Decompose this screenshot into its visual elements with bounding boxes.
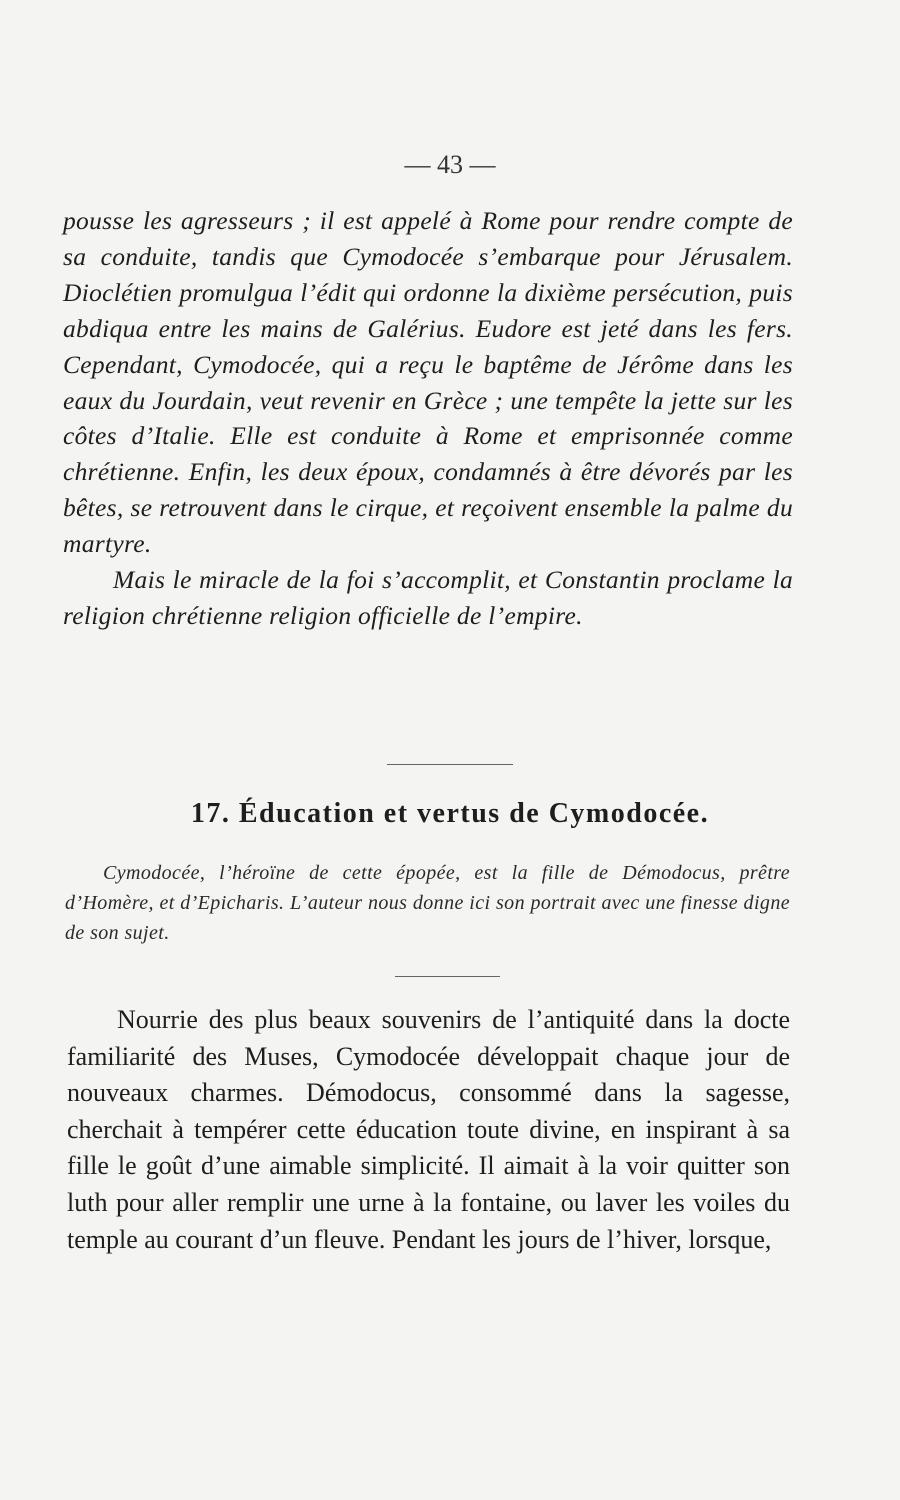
section-divider-top bbox=[387, 764, 513, 765]
summary-text bbox=[63, 203, 793, 634]
body-paragraph: Nourrie des plus beaux souvenirs de l’antiquité dans la docte familiarité des Muses, Cymodocée développait chaque jour de nouveaux charmes. Démodocus, consommé dans la sagesse, cherchait à tempérer cette éducation toute divine, en inspirant à sa fille le goût d’une aimable simplicité. Il aimait à la voir quitter son luth pour aller remplir une urne à la fontaine, ou laver les voiles du temple au courant d’un fleuve. Pendant les jours de l’hiver, lorsque, bbox=[67, 1005, 790, 1254]
summary-paragraph-1: pousse les agresseurs ; il est appelé à Rome pour rendre compte de sa conduite, tandis que Cymodocée s’embarque pour Jérusalem. Dioclétien promulgua l’édit qui ordonne la dixième persécution, puis abdiqua entre les mains de Galérius. Eudore est jeté dans les fers. Cependant, Cymodocée, qui a reçu le baptême de Jérôme dans les eaux du Jourdain, veut revenir en Grèce ; une tempête la jette sur les côtes d’Italie. Elle est conduite à Rome et emprisonnée comme chrétienne. Enfin, les deux époux, condamnés à être dévorés par les bêtes, se retrouvent dans le cirque, et reçoivent ensemble la palme du martyre. bbox=[63, 206, 793, 559]
section-heading: 17. Éducation et vertus de Cymodocée. bbox=[190, 798, 710, 829]
section-intro: Cymodocée, l’héroïne de cette épopée, est la fille de Démodocus, prêtre d’Homère, et d’Epicharis. L’auteur nous donne ici son portrait avec une finesse digne de son sujet. bbox=[65, 862, 790, 944]
summary-paragraph-2: Mais le miracle de la foi s’accomplit, et Constantin proclame la religion chrétienne religion officielle de l’empire. bbox=[63, 565, 793, 630]
section-divider-bottom bbox=[395, 976, 500, 977]
page-number: — 43 — bbox=[404, 150, 496, 179]
